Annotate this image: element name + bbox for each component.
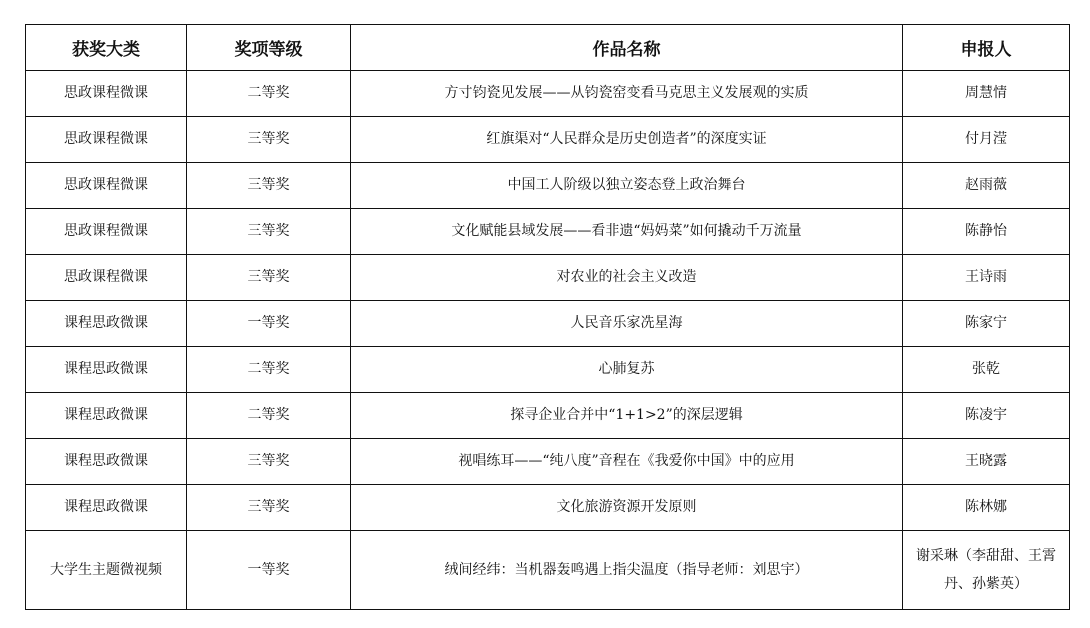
table-row [26,301,1070,347]
applicant-cell: 陈林娜 [903,485,1070,531]
work-title-cell: 探寻企业合并中“1+1>2”的深层逻辑 [351,393,903,439]
header-award-level: 奖项等级 [187,25,351,71]
work-title-cell: 中国工人阶级以独立姿态登上政治舞台 [351,163,903,209]
award-level-cell: 一等奖 [187,301,351,347]
award-level-cell: 二等奖 [187,393,351,439]
award-category-cell: 思政课程微课 [26,255,187,301]
applicant-cell: 张乾 [903,347,1070,393]
table-row [26,439,1070,485]
work-title-cell: 红旗渠对“人民群众是历史创造者”的深度实证 [351,117,903,163]
work-title-cell: 方寸钧瓷见发展——从钧瓷窑变看马克思主义发展观的实质 [351,71,903,117]
work-title-cell: 绒间经纬：当机器轰鸣遇上指尖温度（指导老师：刘思宇） [351,531,903,610]
table-row [26,393,1070,439]
table-row [26,347,1070,393]
table-row [26,255,1070,301]
award-category-cell: 大学生主题微视频 [26,531,187,610]
award-category-cell: 课程思政微课 [26,347,187,393]
applicant-cell: 周慧情 [903,71,1070,117]
header-row [26,25,1070,71]
work-title-cell: 人民音乐家冼星海 [351,301,903,347]
award-level-cell: 三等奖 [187,485,351,531]
applicant-cell: 王晓露 [903,439,1070,485]
table-row [26,209,1070,255]
table-row [26,117,1070,163]
table-body [26,71,1070,610]
award-category-cell: 思政课程微课 [26,163,187,209]
table-row [26,71,1070,117]
applicant-cell: 陈静怡 [903,209,1070,255]
award-category-cell: 思政课程微课 [26,209,187,255]
header-work-title: 作品名称 [351,25,903,71]
work-title-cell: 视唱练耳——“纯八度”音程在《我爱你中国》中的应用 [351,439,903,485]
header-applicant: 申报人 [903,25,1070,71]
award-level-cell: 三等奖 [187,439,351,485]
award-category-cell: 课程思政微课 [26,301,187,347]
applicant-cell: 陈家宁 [903,301,1070,347]
work-title-cell: 心肺复苏 [351,347,903,393]
table-row [26,163,1070,209]
award-category-cell: 课程思政微课 [26,485,187,531]
award-level-cell: 三等奖 [187,255,351,301]
applicant-cell: 付月滢 [903,117,1070,163]
award-level-cell: 三等奖 [187,209,351,255]
table-row [26,485,1070,531]
award-category-cell: 课程思政微课 [26,393,187,439]
award-level-cell: 三等奖 [187,117,351,163]
table-row [26,531,1070,610]
award-level-cell: 三等奖 [187,163,351,209]
award-table [25,24,1070,610]
award-category-cell: 思政课程微课 [26,117,187,163]
award-category-cell: 课程思政微课 [26,439,187,485]
award-level-cell: 二等奖 [187,347,351,393]
award-level-cell: 二等奖 [187,71,351,117]
applicant-cell: 谢采琳（李甜甜、王霄丹、孙紫英） [903,531,1070,610]
work-title-cell: 对农业的社会主义改造 [351,255,903,301]
applicant-cell: 王诗雨 [903,255,1070,301]
award-level-cell: 一等奖 [187,531,351,610]
applicant-cell: 赵雨薇 [903,163,1070,209]
work-title-cell: 文化赋能县域发展——看非遗“妈妈菜”如何撬动千万流量 [351,209,903,255]
award-category-cell: 思政课程微课 [26,71,187,117]
header-award-category: 获奖大类 [26,25,187,71]
work-title-cell: 文化旅游资源开发原则 [351,485,903,531]
applicant-cell: 陈凌宇 [903,393,1070,439]
